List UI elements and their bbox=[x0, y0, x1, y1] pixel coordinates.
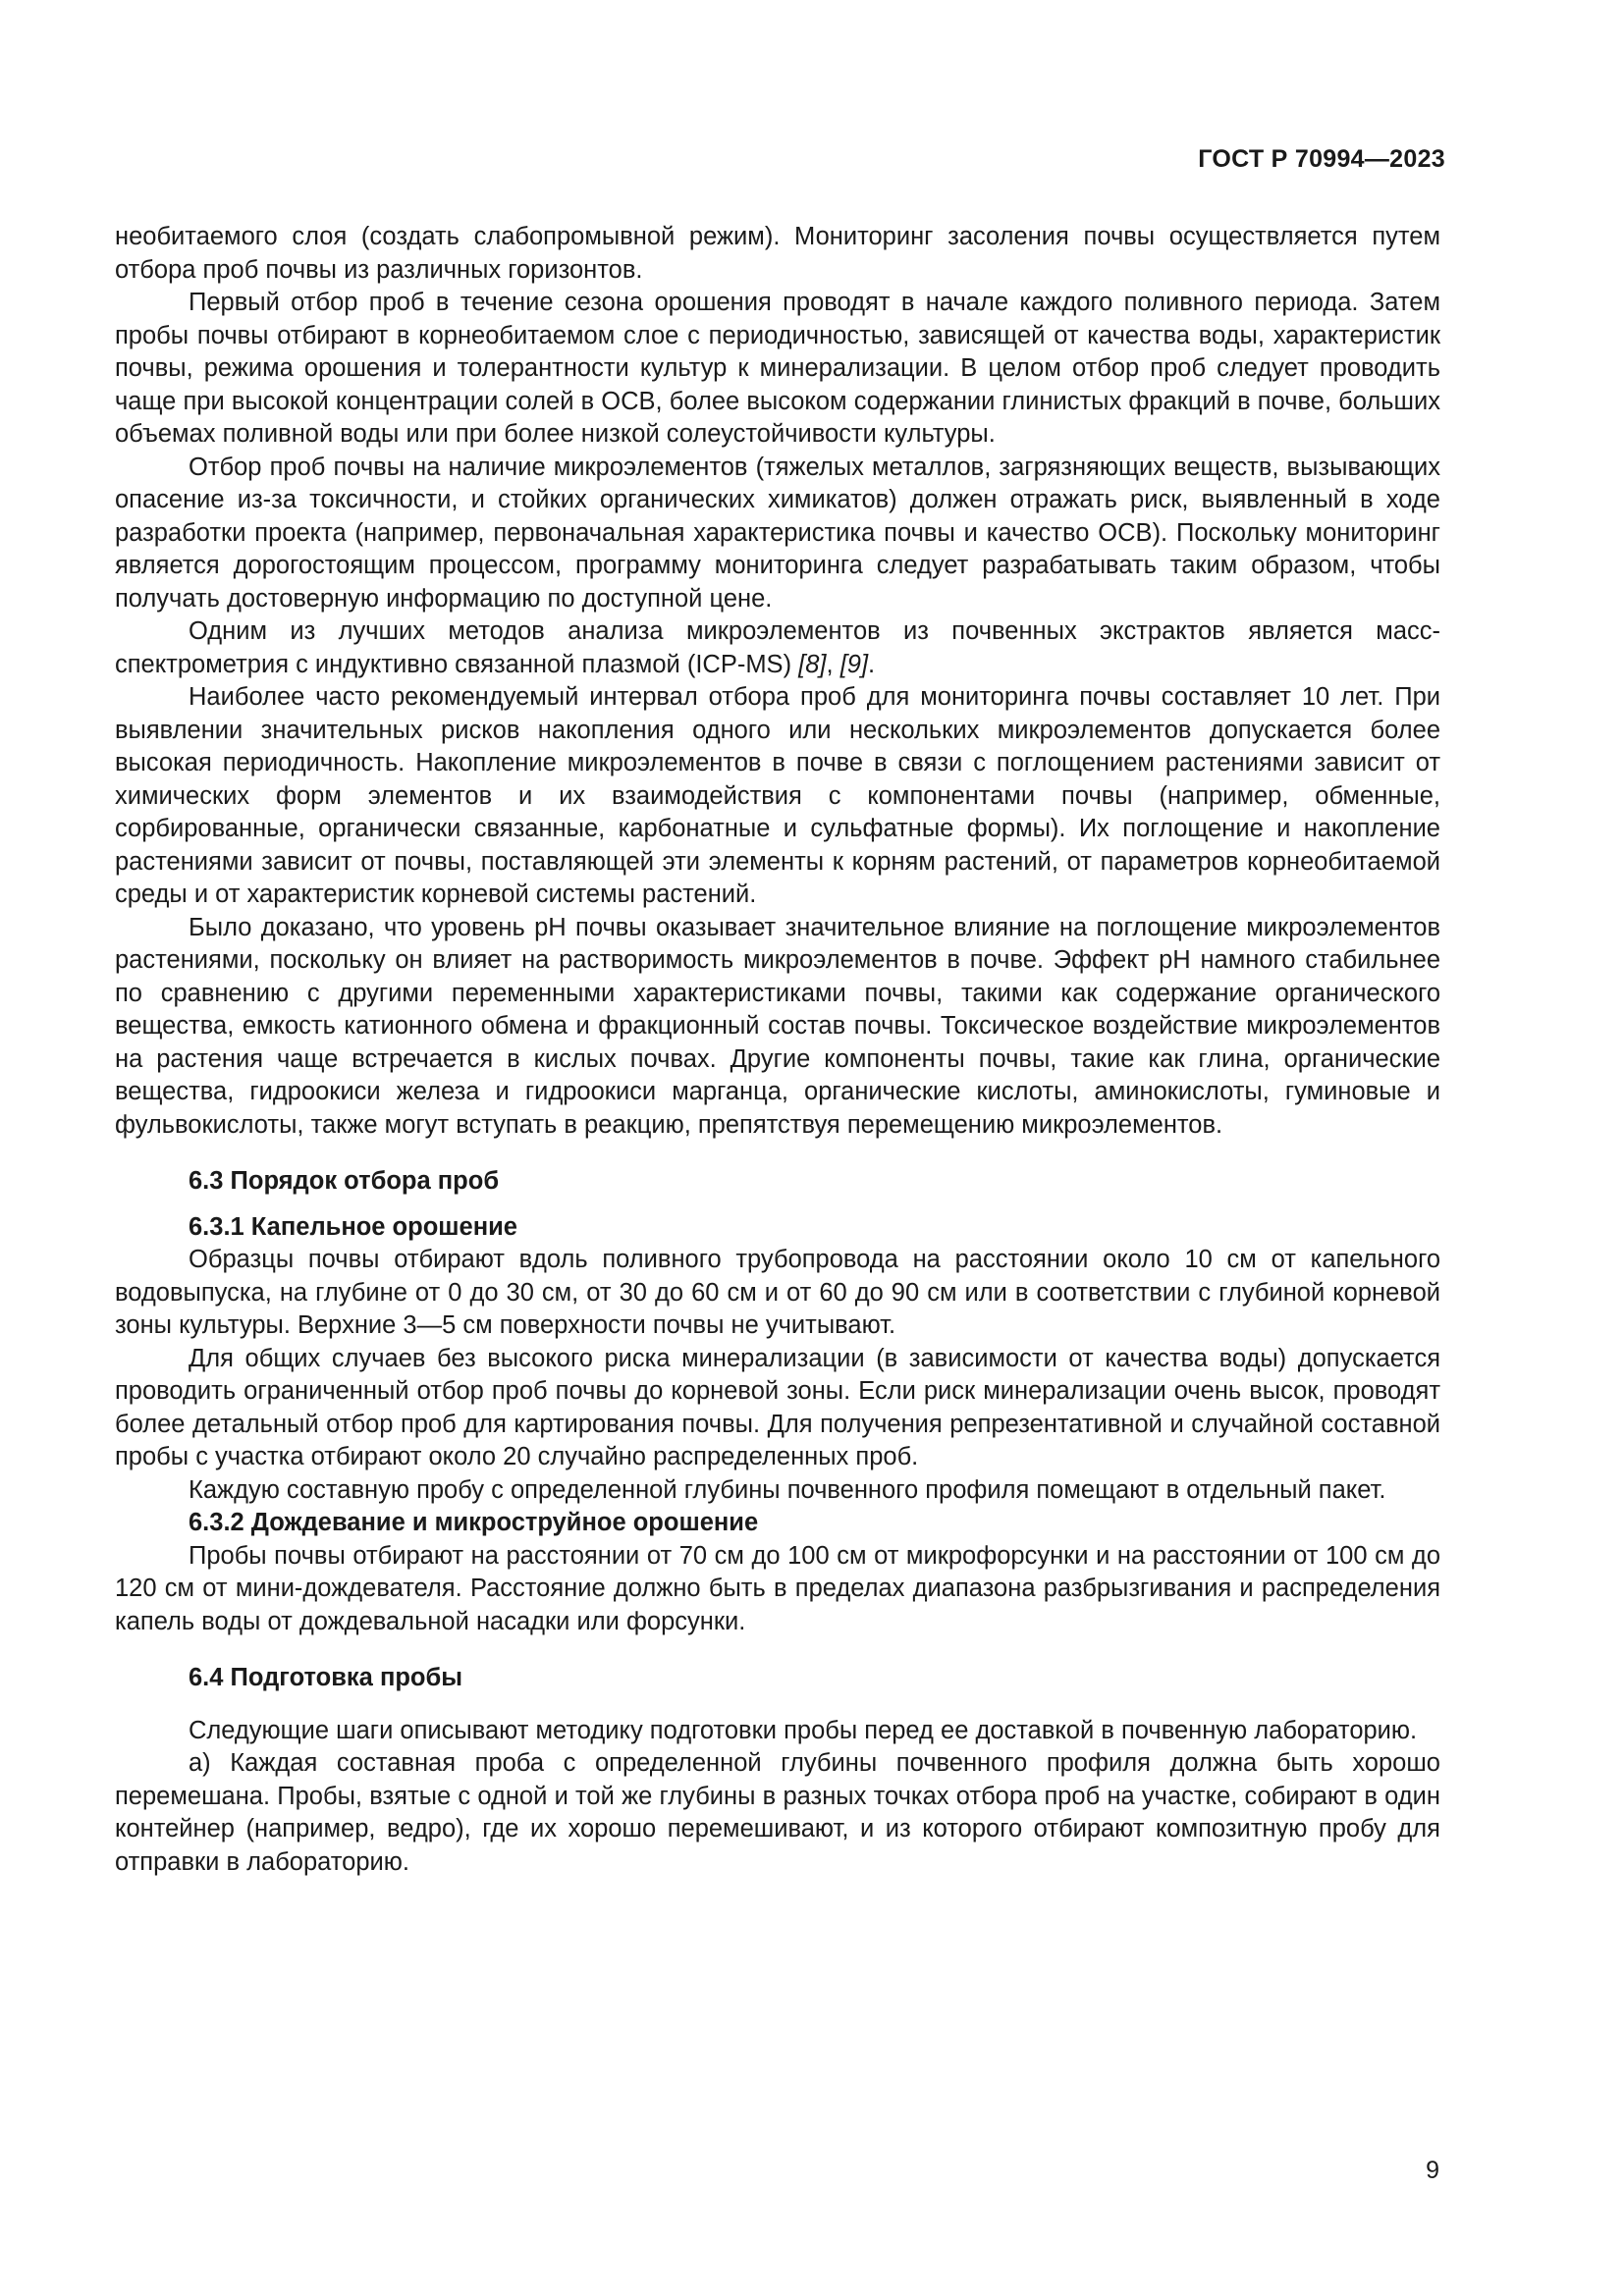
paragraph-sprinkler-sampling: Пробы почвы отбирают на расстоянии от 70 см до 100 см от микрофорсунки и на расстоянии от 100 см до 120 см от мини-дождевателя. Расстояние должно быть в пределах диапазона разбрызгивания и распределения капель воды от дождевальной насадки или форсунки. bbox=[115, 1541, 1440, 1635]
paragraph-preparation-steps: Следующие шаги описывают методику подготовки пробы перед ее доставкой в почвенную лабораторию. bbox=[189, 1716, 1418, 1744]
section-heading-6-4: 6.4 Подготовка пробы bbox=[189, 1664, 463, 1691]
sentence-end: . bbox=[868, 650, 876, 678]
section-heading-6-3: 6.3 Порядок отбора проб bbox=[189, 1167, 500, 1195]
document-id-header: ГОСТ Р 70994—2023 bbox=[1198, 145, 1445, 173]
paragraph-composite-sample: Каждую составную пробу с определенной глубины почвенного профиля помещают в отдельный пакет. bbox=[189, 1475, 1386, 1504]
citation-8: [8] bbox=[798, 650, 827, 678]
paragraph-ph-effect: Было доказано, что уровень pH почвы оказывает значительное влияние на поглощение микроэлементов растениями, поскольку он влияет на растворимость микроэлементов в почве. Эффект pH намного стабильнее по сравнению с другими переменными характеристиками почвы, такими как содержание органического вещества, емкость катионного обмена и фракционный состав почвы. Токсическое воздействие микроэлементов на растения чаще встречается в кислых почвах. Другие компоненты почвы, такие как глина, органические вещества, гидроокиси железа и гидроокиси марганца, органические кислоты, аминокислоты, гуминовые и фульвокислоты, также могут вступать в реакцию, препятствуя перемещению микроэлементов. bbox=[115, 913, 1440, 1139]
icp-ms-text: Одним из лучших методов анализа микроэлементов из почвенных экстрактов является масс-спектрометрия с индуктивно связанной плазмой (ICP-MS) bbox=[115, 617, 1440, 678]
paragraph-microelements-sampling: Отбор проб почвы на наличие микроэлементов (тяжелых металлов, загрязняющих веществ, вызывающих опасение из-за токсичности, и стойких органических химикатов) должен отражать риск, выявленный в ходе разработки проекта (например, первоначальная характеристика почвы и качество ОСВ). Поскольку мониторинг является дорогостоящим процессом, программу мониторинга следует разрабатывать таким образом, чтобы получать достоверную информацию по доступной цене. bbox=[115, 453, 1440, 613]
citation-separator: , bbox=[826, 650, 840, 678]
paragraph-limited-sampling: Для общих случаев без высокого риска минерализации (в зависимости от качества воды) допускается проводить ограниченный отбор проб почвы до корневой зоны. Если риск минерализации очень высок, проводят более детальный отбор проб для картирования почвы. Для получения репрезентативной и случайной составной пробы с участка отбирают около 20 случайно распределенных проб. bbox=[115, 1344, 1440, 1470]
paragraph-icp-ms bbox=[115, 615, 1440, 681]
paragraph-continuation: необитаемого слоя (создать слабопромывной режим). Мониторинг засоления почвы осуществляется путем отбора проб почвы из различных горизонтов. bbox=[115, 223, 1440, 284]
document-body bbox=[115, 221, 1440, 1879]
paragraph-drip-sampling: Образцы почвы отбирают вдоль поливного трубопровода на расстоянии около 10 см от капельного водовыпуска, на глубине от 0 до 30 см, от 30 до 60 см и от 60 до 90 см или в соответствии с глубиной корневой зоны культуры. Верхние 3—5 см поверхности почвы не учитывают. bbox=[115, 1246, 1440, 1339]
paragraph-step-a: а) Каждая составная проба с определенной глубины почвенного профиля должна быть хорошо перемешана. Пробы, взятые с одной и той же глубины в разных точках отбора проб на участке, собирают в один контейнер (например, ведро), где их хорошо перемешивают, и из которого отбирают композитную пробу для отправки в лабораторию. bbox=[115, 1749, 1440, 1876]
paragraph-first-sampling: Первый отбор проб в течение сезона орошения проводят в начале каждого поливного периода. Затем пробы почвы отбирают в корнеобитаемом слое с периодичностью, зависящей от качества воды, характеристик почвы, режима орошения и толерантности культур к минерализации. В целом отбор проб следует проводить чаще при высокой концентрации солей в ОСВ, более высоком содержании глинистых фракций в почве, больших объемах поливной воды или при более низкой солеустойчивости культуры. bbox=[115, 289, 1440, 448]
paragraph-sampling-interval: Наиболее часто рекомендуемый интервал отбора проб для мониторинга почвы составляет 10 лет. При выявлении значительных рисков накопления одного или нескольких микроэлементов допускается более высокая периодичность. Накопление микроэлементов в почве в связи с поглощением растениями зависит от химических форм элементов и их взаимодействия с компонентами почвы (например, обменные, сорбированные, органически связанные, карбонатные и сульфатные формы). Их поглощение и накопление растениями зависит от почвы, поставляющей эти элементы к корням растений, от параметров корнеобитаемой среды и от характеристик корневой системы растений. bbox=[115, 683, 1440, 908]
citation-9: [9] bbox=[839, 650, 869, 678]
page-number: 9 bbox=[1426, 2157, 1439, 2184]
subsection-heading-6-3-1: 6.3.1 Капельное орошение bbox=[189, 1212, 517, 1241]
subsection-heading-6-3-2: 6.3.2 Дождевание и микроструйное орошение bbox=[189, 1509, 759, 1536]
